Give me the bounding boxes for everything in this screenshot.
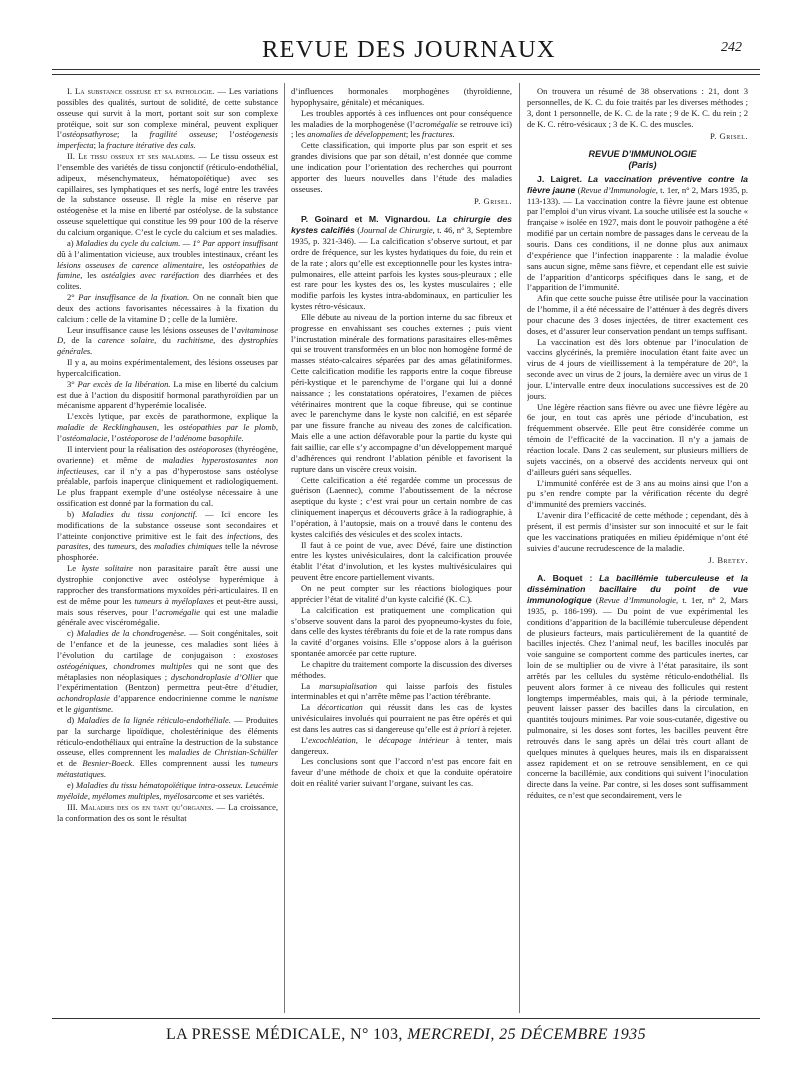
paragraph: Il y a, au moins expérimentalement, des lésions osseuses par hypercalcification.: [57, 357, 278, 378]
paragraph: e) Maladies du tissu hématopoïétique intra-osseux. Leucémie myéloïde, myélomes multiples, myélosarcome et ses variétés.: [57, 780, 278, 801]
paragraph: I. La substance osseuse et sa pathologie. — Les variations possibles des qualités, surtout de solidité, de cette substance osseuse qui survit à la mort, portant soit sur son complexe protéique, soit sur son complexe minéral, peuvent expliquer l’ostéopsathyrose; la fragilité osseuse; l’ostéogenesis imperfecta; la fracture itérative des cals.: [57, 86, 278, 151]
column-separator-1: [284, 83, 285, 1013]
author-signature: J. Bretey.: [708, 555, 748, 566]
article-heading: A. Boquet : La bacillémie tuberculeuse et la dissémination bacillaire du point de vue immunologique (Revue d’Immunologie, t. 1er, n° 2, Mars 1935, p. 186-199). — Du point de vue expérimental les conditions d’apparition de la bacillémie tuberculeuse dépendent de plusieurs facteurs, mais particulièrement de la quantité de bacilles injectés. Chez l’animal neuf, les bacilles inoculés par voie sanguine se comportent comme des particules inertes, car loin de se multiplier ou de vivre à l’état parasitaire, ils sont arrêtés par les cellules du système réticulo-endothélial. Ils peuvent alors former à ce niveau des follicules qui restent longtemps imperméables, mais qui, à la période terminale, peuvent laisser passer des bacilles dans la circulation, en quantités toujours minimes. Par voie sous-cutanée, digestive ou pulmonaire, si les doses sont fortes, les bacilles peuvent être retrouvés dans le sang après un délai très court allant de quelques minutes à quelques heures, mais ils en disparaissent assez rapidement et on se retrouve sensiblement, en ce qui concerne la bacillémie, aux conditions qui suivent l’inoculation directe dans la veine. Par contre, si les doses sont suffisamment réduites, ce n’est que secondairement, vers le: [527, 573, 748, 801]
paragraph: b) Maladies du tissu conjonctif. — Ici encore les modifications de la substance osseuse sont secondaires et l’atteinte conjonctive primitive est le fait des infections, des parasites, des tumeurs, des maladies chimiques telle la névrose phosphorée.: [57, 508, 278, 563]
paragraph: Cette classification, qui importe plus par son esprit et ses grandes divisions que par son détail, n’est donnée que comme une indication pour l’orientation des recherches qui pourront apporter des lueurs nouvelles dans l’étude des maladies osseuses.: [291, 140, 512, 194]
paragraph: Les troubles apportés à ces influences ont pour conséquence les maladies de la morphogenèse (l’acromégalie se retrouve ici) ; les anomalies de développement; les fractures.: [291, 107, 512, 140]
paragraph: On ne peut compter sur les réactions biologiques pour apprécier l’état de vitalité d’un kyste calcifié (K. C.).: [291, 582, 512, 604]
paragraph: III. Maladies des os en tant qu’organes. — La croissance, la conformation des os sont le résultat: [57, 801, 278, 823]
paragraph: La vaccination est dès lors obtenue par l’inoculation de vaccins glycérinés, la première inoculation étant faite avec un virus de 4 jours de vieillissement à la température de 20°, la seconde avec un virus de 2 jours, la dernière avec un virus de 1 jour. L’intervalle entre deux inoculations successives est de 20 jours.: [527, 336, 748, 401]
paragraph: L’avenir dira l’efficacité de cette méthode ; cependant, dès à présent, il est permis d’insister sur son innocuité et sur le fait que les vaccinations pratiquées en milieu épidémique n’ont été suivies d’aucune recrudescence de la maladie.: [527, 510, 748, 553]
paragraph: 3° Par excès de la libération. La mise en liberté du calcium est due à l’action du dispositif hormonal parathyroïdien par un mécanisme apparent d’hyperémie localisée.: [57, 378, 278, 411]
section-subtitle: (Paris): [628, 160, 657, 171]
paragraph: Le kyste solitaire non parasitaire paraît être aussi une dystrophie conjonctive avec ostéolyse hyperémique à rapprocher des transformations myxoïdes péri-articulaires. Il en est de même pour les tumeurs à myéloplaxes et peut-être aussi, mais sous réserves, pour l’acromégalie qui est une maladie générale avec viscéromégalie.: [57, 563, 278, 628]
column-2: [291, 86, 512, 1014]
paragraph: c) Maladies de la chondrogenèse. — Soit congénitales, soit de l’enfance et de la jeunesse, ces maladies sont liées à l’évolution du cartilage de conjugaison : exostoses ostéogéniques, chondromes multiples qui ne sont que des métaplasies non néoplasiques ; dyschondroplasie d’Ollier que l’expérimentation (Bentzon) permettra peut-être d’étudier, achondroplasie d’apparence endocrinienne comme le nanisme et le gigantisme.: [57, 628, 278, 715]
paragraph: Leur insuffisance cause les lésions osseuses de l’avitaminose D, de la carence solaire, du rachitisme, des dystrophies générales.: [57, 324, 278, 357]
footer-journal: LA PRESSE MÉDICALE, N° 103,: [166, 1026, 403, 1043]
paragraph: Le chapitre du traitement comporte la discussion des diverses méthodes.: [291, 658, 512, 680]
header-rule-bottom: [52, 74, 760, 75]
paragraph: La décortication qui réussit dans les cas de kystes univésiculaires involués qui pourraient ne pas être opérés et qui est dans les autres cas si dangereuse qu’elle est à priori à rejeter.: [291, 702, 512, 734]
paragraph: Il faut à ce point de vue, avec Dévé, faire une distinction entre les kystes univésiculaires, dont la calcification prouvée établit l’état d’involution, et les kystes multivésiculaires qui peuvent être encore partiellement vivants.: [291, 539, 512, 583]
paragraph: On trouvera un résumé de 38 observations : 21, dont 3 personnelles, de K. C. du foie traités par les diverses méthodes ; 3, dont 1 personnelle, de K. C. de la rate ; 9 de K. C. du rein ; 2 de K. C. rétro-vésicaux ; 3 de K. C. des muscles.: [527, 86, 748, 129]
paragraph: L’excochléation, le décapage intérieur à tenter, mais dangereux.: [291, 734, 512, 756]
paragraph: L’immunité conférée est de 3 ans au moins ainsi que l’on a pu s’en rendre compte par la vérification récente du degré d’immunité des premiers vaccinés.: [527, 477, 748, 510]
paragraph: L’excès lytique, par excès de parathormone, explique la maladie de Recklinghausen, les ostéopathies par le plomb, l’ostéomalacie, l’ostéoporose de l’adénome basophile.: [57, 411, 278, 443]
paragraph: Une légère réaction sans fièvre ou avec une fièvre légère au 6e jour, en tout cas après une période d’incubation, est fréquemment observée. Elle peut être considérée comme un témoin de l’efficacité de la vaccination. Il n’y a jamais de réaction locale. Dans 2 cas seulement, sur plusieurs milliers de sujets vaccinés, on a observé des accidents nerveux qui ont d’ailleurs guéri sans séquelles.: [527, 401, 748, 477]
page-number: 242: [721, 40, 742, 55]
footer-date: MERCREDI, 25 DÉCEMBRE 1935: [407, 1026, 646, 1043]
paragraph: a) Maladies du cycle du calcium. — 1° Par apport insuffisant dû à l’alimentation vicieuse, aux troubles intestinaux, créant les lésions osseuses de carence alimentaire, les ostéopathies de famine, les ostéalgies avec raréfaction des diarrhées et des colites.: [57, 237, 278, 292]
header-rule-top: [52, 69, 760, 70]
article-heading: J. Laigret. La vaccination préventive contre la fièvre jaune (Revue d’Immunologie, t. 1er, n° 2, Mars 1935, p. 113-133). — La vaccination contre la fièvre jaune est obtenue par l’emploi d’un virus vivant. La souche utilisée est la souche « française » isolée en 1927, mais dont le pouvoir pathogène a été modifié par un certain nombre de passages dans le cerveau de la souris. Dans ces conditions, il ne donne plus aux animaux d’expérience que l’infection inapparente : la maladie évolue sans aucun signe, même sans fièvre, et cependant elle est suivie de l’apparition d’anticorps spécifiques dans le sang, et de l’apparition de l’immunité.: [527, 173, 748, 293]
paragraph: Les conclusions sont que l’accord n’est pas encore fait en faveur d’une méthode de choix et que la conduite opératoire doit en réalité varier suivant l’organe, suivant les cas.: [291, 756, 512, 789]
column-3: [527, 86, 748, 1014]
paragraph: La marsupialisation qui laisse parfois des fistules interminables et qui n’arrête même pas l’action térébrante.: [291, 680, 512, 702]
paragraph: d’influences hormonales morphogènes (thyroïdienne, hypophysaire, génitale) et mécaniques.: [291, 86, 512, 107]
column-separator-2: [519, 83, 520, 1013]
paragraph: La calcification est pratiquement une complication qui s’observe souvent dans la paroi des pyopneumo-kystes du foie, dans celle des kystes térébrants du foie et de la rate rompus dans la cavité d’organes voisins. Elle s’oppose alors à la guérison spontanée amorcée par cette rupture.: [291, 604, 512, 659]
paragraph: II. Le tissu osseux et ses maladies. — Le tissu osseux est l’ensemble des variétés de tissu conjonctif (réticulo-endothélial, adipeux, mésenchymateux, hématopoïétique) avec ses capillaires, ses lymphatiques et ses nerfs, logé entre les travées de la substance osseuse. Il règle la mise en réserve par ostéogenèse et la mise en liberté par ostéolyse. de la substance osseuse squelettique qui constitue les 99 pour 100 de la réserve du calcium organique. C’est le cycle du calcium et ses maladies.: [57, 151, 278, 237]
paragraph: d) Maladies de la lignée réticulo-endothéliale. — Produites par la surcharge lipoïdique, cholestérinique des éléments réticulo-endothéliaux qui entraîne la destruction de la substance osseuse, elles comprennent les maladies de Christian-Schüller et de Besnier-Boeck. Elles comprennent aussi les tumeurs métastatiques.: [57, 714, 278, 780]
column-1: [57, 86, 278, 1014]
paragraph: 2° Par insuffisance de la fixation. On ne connaît bien que deux des actions favorisantes nécessaires à la fixation du calcium : celle de la vitamine D ; celle de la lumière.: [57, 292, 278, 324]
footer-rule: [52, 1018, 760, 1019]
paragraph: Afin que cette souche puisse être utilisée pour la vaccination de l’homme, il a été nécessaire de l’atténuer à des degrés divers pour chacune des 3 doses injectées, de titrer exactement ces doses, et d’assurer leur conservation pendant un temps suffisant.: [527, 293, 748, 336]
paragraph: Il intervient pour la réalisation des ostéoporoses (thyréogène, ovarienne) et même de maladies hyperostosantes non infectieuses, car il n’y a pas d’hyperostose sans ostéolyse préalable, parfois inaperçue cliniquement et radiologiquement. Le plus frappant exemple d’une ostéolyse nécessaire à une ossification est donné par la formation du cal.: [57, 443, 278, 509]
paragraph: Cette calcification a été regardée comme un processus de guérison (Laennec), comme l’aboutissement de la nécrose aseptique du kyste ; c’est vrai pour un certain nombre de cas cliniquement inaperçus et découverts grâce à la radiographie, à l’opération, à l’autopsie, mais on a trouvé dans le contenu des kystes calcifiés des vésicules et des scolex intacts.: [291, 474, 512, 539]
author-signature: P. Grisel.: [473, 196, 512, 207]
paragraph: Elle débute au niveau de la portion interne du sac fibreux et progresse en envahissant ses couches externes ; puis vient l’incrustation minérale des formations parasitaires elles-mêmes qui se trouvent transformées en un bloc non homogène formé de masses stéato-calcaires séparées par des amas gélatiniformes. Cette calcification modifie les rapports entre la coque fibreuse péri-kystique et le parenchyme de l’organe qui lui a donné naissance ; les constatations opératoires, l’examen de pièces vétérinaires montrent que la coque fibreuse, qui se continue avec le parenchyme dans le kyste non calcifié, en est séparée par une fissure franche au niveau des zones de calcification. Mais elle a une action défavorable pour la partie du kyste qui fait saillie, car elle s’y accompagne d’un développement marqué d’adhérences qui rendront l’ablation pénible et favorisent la rupture dans un viscère creux voisin.: [291, 311, 512, 474]
author-signature: P. Grisel.: [709, 131, 748, 142]
section-title: REVUE D’IMMUNOLOGIE: [588, 149, 697, 160]
running-title: REVUE DES JOURNAUX: [262, 36, 556, 63]
article-heading: P. Goinard et M. Vignardou. La chirurgie des kystes calcifiés (Journal de Chirurgie, t. 46, n° 3, Septembre 1935, p. 321-346). — La calcification s’observe surtout, et par ordre de fréquence, sur les kystes hydatiques du foie, du rein et de la rate ; alors qu’elle est exceptionnelle pour les kystes intra-pulmonaires, elle atteint parfois les kystes sous-pleuraux ; elle est rare pour les kystes des os, les kystes musculaires ; elle modifie parfois les kystes intra-abdominaux, en particulier les kystes rétro-vésicaux.: [291, 214, 512, 312]
page-footer: [52, 1026, 760, 1044]
